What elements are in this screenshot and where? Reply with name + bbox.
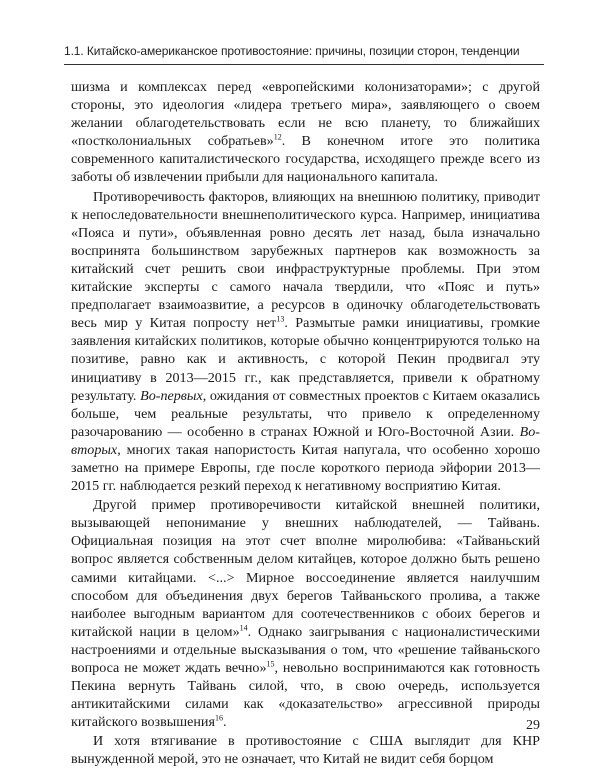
footnote-ref-12: 12 bbox=[273, 132, 282, 142]
paragraph-2-emphasis-2: Во-вторых bbox=[71, 423, 540, 458]
footnote-ref-13: 13 bbox=[276, 314, 285, 324]
footnote-ref-16: 16 bbox=[214, 713, 223, 723]
paragraph-2-text-4: , многих такая напористость Китая напугала, что особенно хорошо заметно на примере Европы, где после короткого периода эйфории 2013—2015 гг. наблюдается резкий переход к негативному восприятию Китая. bbox=[71, 441, 540, 495]
paragraph-4-text-1: И хотя втягивание в противостояние с США выглядит для КНР вынужденной мерой, это не означает, что Китай не видит себя борцом bbox=[71, 733, 540, 768]
paragraph-2 bbox=[71, 188, 540, 496]
paragraph-3-text-4: . bbox=[222, 714, 227, 731]
footnote-ref-14: 14 bbox=[239, 623, 248, 633]
paragraph-1 bbox=[71, 78, 540, 187]
paragraph-1-text-1: шизма и комплексах перед «европейскими колонизаторами»; с другой стороны, это идеология «лидера третьего мира», заявляющего о своем желании облагодетельствовать если не всю планету, то ближайших «постколониальных собратьев» bbox=[71, 79, 540, 150]
paragraph-3-text-3: , невольно воспринимаются как готовность Пекина вернуть Тайвань силой, что, в свою очередь, используется антикитайскими силами как «доказательство» агрессивной природы китайского возвышения bbox=[71, 660, 540, 731]
paragraph-2-emphasis-1: Во-первых bbox=[140, 387, 203, 404]
header-rule bbox=[64, 64, 544, 65]
footnote-ref-15: 15 bbox=[266, 659, 275, 669]
paragraph-2-text-2: . Размытые рамки инициативы, громкие заявления китайских политиков, которые обычно концентрируются только на позитиве, равно как и активность, с которой Пекин продвигал эту инициативу в 2013—2015 гг., как представляется, привели к обратному результату. bbox=[71, 315, 540, 404]
page-number: 29 bbox=[526, 718, 540, 733]
paragraph-2-text-1: Противоречивость факторов, влияющих на внешнюю политику, приводит к непоследовательности внешнеполитического курса. Например, инициатива «Пояса и пути», объявленная ровно десять лет назад, была изначально воспринята большинством зарубежных партнеров как возможность за китайский счет решить свои инфраструктурные проблемы. При этом китайские эксперты с самого начала твердили, что «Пояс и путь» предполагает взаимоазвитие, а ресурсов в одиночку облагодетельствовать весь мир у Китая попросту нет bbox=[71, 188, 540, 332]
paragraph-2-text-3: , ожидания от совместных проектов с Китаем оказались больше, чем реальные результаты, что привело к определенному разочарованию — особенно в странах Южной и Юго-Восточной Азии. bbox=[71, 387, 540, 440]
body-text bbox=[71, 78, 540, 769]
paragraph-3 bbox=[71, 496, 540, 731]
paragraph-4 bbox=[71, 732, 540, 768]
paragraph-3-text-1: Другой пример противоречивости китайской внешней политики, вызывающей непонимание у внешних наблюдателей, — Тайвань. Официальная позиция на этот счет вполне миролюбива: «Тайваньский вопрос является собственным делом китайцев, которое должно быть решено самими китайцами. <...> Мирное воссоединение является наилучшим способом для объединения двух берегов Тайваньского пролива, а также наиболее выгодным вариантом для соотечественников с обоих берегов и китайской нации в целом» bbox=[71, 497, 540, 640]
paragraph-3-text-2: . Однако заигрывания с националистическими настроениями и отдельные высказывания о том, что «решение тайваньского вопроса не может ждать вечно» bbox=[71, 623, 540, 676]
running-header: 1.1. Китайско-американское противостояние: причины, позиции сторон, тенденции bbox=[64, 44, 520, 58]
paragraph-1-text-2: . В конечном итоге это политика современного капиталистического государства, исходящего прежде всего из заботы об извлечении прибыли для национального капитала. bbox=[71, 133, 541, 186]
